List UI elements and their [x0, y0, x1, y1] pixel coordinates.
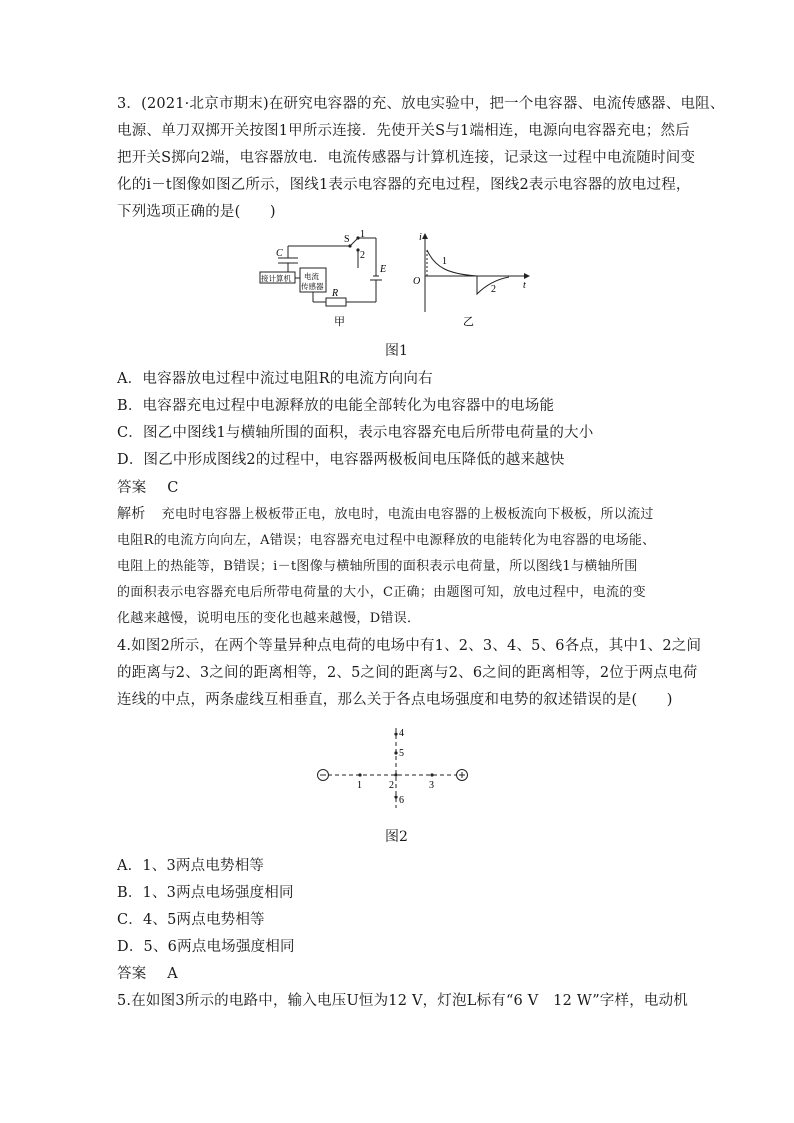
curve-label-1: 1	[442, 256, 447, 267]
circuit-diagram-jia	[258, 228, 398, 332]
axis-label-t: t	[523, 280, 526, 291]
q3-analysis-line-3: 电阻上的热能等，B错误；i－t图像与横轴所围的面积表示电荷量，所以图线1与横轴所围	[117, 559, 638, 574]
label-contact-2: 2	[360, 250, 365, 261]
answer-label: 答案	[117, 966, 147, 982]
label-contact-1: 1	[360, 229, 365, 240]
q4-stem-line-3: 连线的中点，两条虚线互相垂直，那么关于各点电场强度和电势的叙述错误的是( )	[117, 692, 673, 708]
sensor-label-line-1: 电流	[304, 272, 319, 281]
q4-option-d: D．5、6两点电场强度相同	[117, 939, 295, 955]
q4-option-b: B．1、3两点电场强度相同	[117, 885, 294, 901]
q3-analysis-line-1	[117, 503, 654, 523]
figure-1-caption: 图1	[385, 343, 408, 359]
q3-analysis-line-5: 化越来越慢，说明电压的变化也越来越慢，D错误．	[117, 611, 421, 626]
figure-2-caption: 图2	[385, 829, 408, 845]
q3-option-b: B．电容器充电过程中电源释放的电能全部转化为电容器中的电场能	[117, 398, 555, 414]
q4-option-a: A．1、3两点电势相等	[117, 858, 265, 874]
point-3: 3	[429, 780, 434, 791]
q3-option-a: A．电容器放电过程中流过电阻R的电流方向向右	[117, 371, 433, 387]
point-6: 6	[399, 795, 404, 806]
label-s: S	[344, 234, 350, 245]
curve-label-2: 2	[491, 284, 496, 295]
q4-stem-line-2: 的距离与2、3之间的距离相等，2、5之间的距离与2、6之间的距离相等，2位于两点电荷	[117, 665, 698, 681]
answer-label: 答案	[117, 480, 147, 496]
q3-analysis-line-4: 的面积表示电容器充电后所带电荷量的大小，C正确；由题图可知，放电过程中，电流的变	[117, 585, 646, 600]
label-e: E	[380, 264, 387, 275]
computer-label: 接计算机	[261, 274, 291, 283]
analysis-label: 解析	[117, 506, 146, 522]
subfigure-label-jia: 甲	[334, 316, 345, 328]
point-1: 1	[357, 780, 362, 791]
sensor-label-line-2: 传感器	[301, 282, 324, 291]
label-c: C	[276, 248, 283, 259]
q3-option-d: D．图乙中形成图线2的过程中，电容器两极板间电压降低的越来越快	[117, 452, 565, 468]
answer-value: A	[167, 966, 178, 982]
origin-label: O	[413, 276, 421, 287]
q4-answer-row	[117, 962, 178, 983]
q3-stem-line-4: 化的i－t图像如图乙所示，图线1表示电容器的充电过程，图线2表示电容器的放电过程，	[117, 177, 691, 193]
label-r: R	[332, 288, 339, 299]
answer-value: C	[167, 480, 179, 496]
subfigure-label-yi: 乙	[463, 316, 474, 328]
point-4: 4	[399, 728, 404, 739]
point-2: 2	[389, 780, 394, 791]
axis-label-i: i	[419, 232, 422, 243]
q4-stem-line-1: 4.如图2所示，在两个等量异种点电荷的电场中有1、2、3、4、5、6各点，其中1、2之间	[117, 638, 702, 654]
q5-stem-line-1: 5.在如图3所示的电路中，输入电压U恒为12 V，灯泡L标有“6 V 12 W”字样，电动机	[117, 993, 689, 1009]
point-5: 5	[399, 748, 404, 759]
q3-stem-line-2: 电源、单刀双掷开关按图1甲所示连接．先使开关S与1端相连，电源向电容器充电；然后	[117, 123, 690, 139]
it-graph-yi	[405, 228, 535, 332]
q3-stem-line-3: 把开关S掷向2端，电容器放电．电流传感器与计算机连接，记录这一过程中电流随时间变	[117, 150, 696, 166]
q3-option-c: C．图乙中图线1与横轴所围的面积，表示电容器充电后所带电荷量的大小	[117, 425, 594, 441]
analysis-text-1: 充电时电容器上极板带正电，放电时，电流由电容器的上极板流向下极板，所以流过	[161, 507, 654, 522]
q4-option-c: C．4、5两点电势相等	[117, 912, 265, 928]
q3-answer-row	[117, 476, 179, 497]
q3-analysis-line-2: 电阻R的电流方向向左，A错误；电容器充电过程中电源释放的电能转化为电容器的电场能、	[117, 533, 656, 548]
q3-stem-line-5: 下列选项正确的是( )	[117, 204, 276, 220]
q3-stem-line-1: 3．(2021·北京市期末)在研究电容器的充、放电实验中，把一个电容器、电流传感器、电阻、	[117, 96, 725, 112]
charges-diagram	[314, 724, 474, 812]
